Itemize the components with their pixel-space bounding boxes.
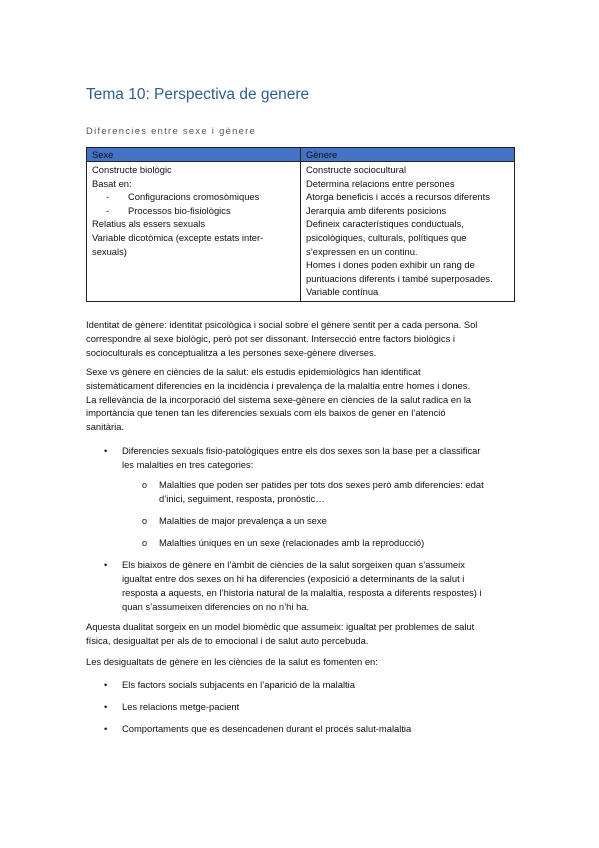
circle-bullet-icon: o	[142, 516, 148, 526]
text-line: Diferencies sexuals fisio-patològiques entre els dos sexes son la base per a classificar	[122, 445, 481, 456]
bullet-icon: •	[104, 723, 108, 734]
bullet-item	[104, 700, 514, 714]
text-line: socioculturals es conceptualitza a les persones sexe-gènere diverses.	[86, 346, 377, 358]
table-text: Atorga beneficis i accés a recursos diferents	[306, 191, 490, 203]
text-line: Malalties de major prevalença a un sexe	[159, 515, 327, 526]
text-line: sanitària.	[86, 421, 125, 433]
text-line: Comportaments que es desencadenen durant el procés salut-malaltia	[122, 723, 412, 734]
table-text: s’expressen en un continu.	[306, 245, 418, 257]
table-text: psicològiques, culturals, polítiques que	[306, 231, 467, 243]
text-line: correspondre al sexe biològic, però pot ser dissonant. Intersecció entre factors biològics i	[86, 332, 455, 344]
text-line: sistemàticament diferencies en la incidència i prevalença de la malaltia entre homes i dones.	[86, 379, 471, 391]
comparison-table	[86, 147, 515, 302]
bullet-icon: •	[104, 679, 108, 690]
table-text: puntuacions diferents i també superposades.	[306, 272, 493, 284]
table-text: Determina relacions entre persones	[306, 177, 455, 189]
table-header-sexe: Sexe	[87, 148, 301, 162]
text-line: Els biaixos de gènere en l’àmbit de ciències de la salut sorgeixen quan s’assumeix	[122, 559, 465, 570]
text-line: física, desigualtat per als de to emocional i de salut auto percebuda.	[86, 634, 369, 646]
table-text: Constructe sociocultural	[306, 164, 407, 175]
circle-bullet-icon: o	[142, 538, 148, 548]
table-subitem: - Processos bio-fisiològics	[92, 204, 295, 218]
bullet-item	[104, 558, 514, 614]
paragraph-desigualtats: Les desigualtats de gènere en les ciències de la salut es fomenten en:	[86, 656, 378, 667]
sub-list-item	[142, 536, 514, 550]
bullet-item	[104, 722, 514, 736]
text-line: Malalties que poden ser patides per tots dos sexes però amb diferencies: edat	[159, 479, 484, 490]
bullet-icon: •	[104, 701, 108, 712]
paragraph-sexe-vs-genere	[86, 365, 516, 434]
bullet-icon: •	[104, 445, 108, 456]
section-subtitle: Diferencies entre sexe i gènere	[86, 125, 257, 136]
text-line: d’inici, seguiment, resposta, pronòstic…	[159, 493, 325, 504]
text-line: La rellevància de la incorporació del sistema sexe-gènere en ciències de la salut radica en la	[86, 393, 472, 405]
table-cell-sexe	[87, 162, 301, 302]
bullet-icon: •	[104, 559, 108, 570]
text-line: Identitat de gènere: identitat psicològica i social sobre el gènere sentit per a cada persona. Sol	[86, 319, 478, 330]
table-text: Relatius als essers sexuals	[92, 218, 206, 230]
table-header-genere: Gènere	[301, 148, 515, 162]
text-line: Sexe vs gènere en ciències de la salut: els estudis epidemiològics han identificat	[86, 366, 421, 377]
bullet-item	[104, 678, 514, 692]
table-text: Constructe biològic	[92, 164, 172, 175]
sub-list-item	[142, 514, 514, 528]
paragraph-identitat	[86, 318, 516, 359]
table-text: Variable dicotòmica (excepte estats inter-	[92, 231, 264, 243]
table-text: Variable contínua	[306, 286, 379, 298]
table-text: Basat en:	[92, 177, 132, 189]
text-line: les malalties en tres categories:	[122, 459, 254, 470]
text-line: igualtat entre dos sexes on hi ha diferencies (exposició a determinants de la salut i	[122, 573, 465, 584]
sub-list-item	[142, 478, 514, 506]
text-line: Els factors socials subjacents en l’aparició de la malaltia	[122, 679, 355, 690]
bullet-item	[104, 444, 514, 472]
text-line: Aquesta dualitat sorgeix en un model biomèdic que assumeix: igualtat per problemes de salut	[86, 621, 475, 632]
paragraph-dualitat	[86, 620, 516, 648]
table-subitem: - Configuracions cromosòmiques	[92, 190, 295, 204]
page-title: Tema 10: Perspectiva de genere	[86, 86, 310, 103]
table-text: Defineix característiques conductuals,	[306, 218, 464, 230]
table-text: sexuals)	[92, 245, 127, 257]
table-cell-genere	[301, 162, 515, 302]
circle-bullet-icon: o	[142, 480, 148, 490]
table-text: Homes i dones poden exhibir un rang de	[306, 259, 475, 271]
text-line: quan s’assumeixen diferencies on no n’hi ha.	[122, 601, 310, 612]
text-line: importància que tenen tan les diferencies sexuals com els baixos de gener en l’atenció	[86, 407, 446, 419]
table-text: Jerarquia amb diferents posicions	[306, 204, 447, 216]
text-line: resposta a aquests, en l’historia natural de la malaltia, resposta a diferents respostes) i	[122, 587, 482, 598]
text-line: Les relacions metge-pacient	[122, 701, 240, 712]
text-line: Malalties úniques en un sexe (relacionades amb la reproducció)	[159, 537, 425, 548]
